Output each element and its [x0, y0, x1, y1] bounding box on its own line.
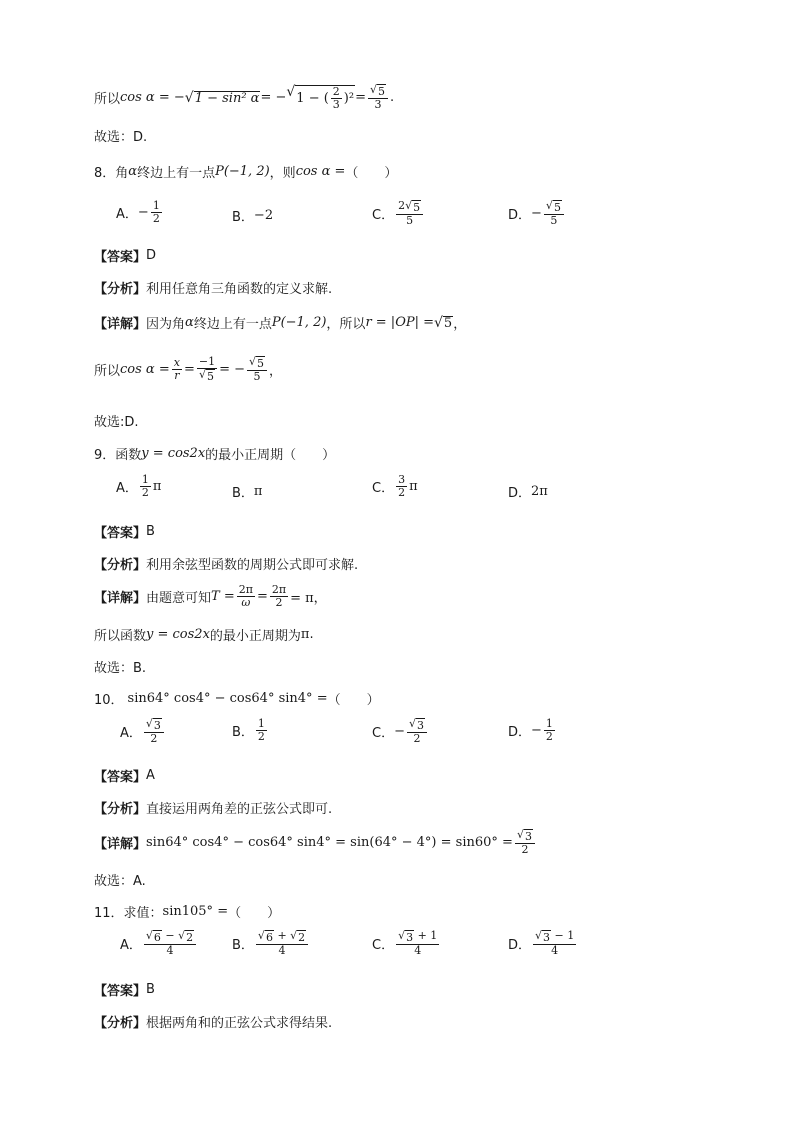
math: = −: [260, 90, 287, 105]
question-8-analysis: 【分析】 利用任意角三角函数的定义求解.: [94, 282, 333, 297]
option-a: A． √ 6 − √ 2 4: [120, 930, 198, 957]
option-c: C． √ 3 + 1 4: [372, 929, 438, 957]
option-b: B． $\frac{1}{2}$: [232, 717, 265, 743]
option-c: C． 2 √ 5 5: [372, 200, 425, 227]
question-9-detail-line2: 所以函数 y = cos2x 的最小正周期为 π .: [94, 627, 314, 644]
option-a: A． √ 3 2: [120, 718, 166, 745]
question-8-stem: 8．角 α 终边上有一点 P(−1, 2) ，则 cos α = （ ）: [94, 164, 398, 181]
sqrt-expression: √ 1 − ( $\frac{2}{3}$ )²: [286, 83, 355, 111]
text: .: [390, 90, 395, 105]
math: cos α = −: [120, 90, 185, 105]
option-b: B． √ 6 + √ 2 4: [232, 930, 310, 957]
option-d: D． − $\frac{1}{2}$: [508, 717, 553, 743]
option-a: A． − $\frac{1}{2}$: [116, 199, 160, 225]
option-d: D． − √ 5 5: [508, 200, 566, 227]
option-d: D． 2π: [508, 484, 548, 501]
math: =: [355, 90, 366, 105]
option-c: C． − √ 3 2: [372, 718, 429, 745]
sqrt-expression: √ 1 − sin² α: [184, 89, 260, 106]
question-10-choice: 故选：A.: [94, 874, 146, 889]
question-11-answer: 【答案】 B: [94, 982, 155, 999]
question-10-answer: 【答案】 A: [94, 768, 155, 785]
question-9-analysis: 【分析】 利用余弦型函数的周期公式即可求解.: [94, 558, 359, 573]
option-b: B． π: [232, 484, 263, 501]
text: 所以: [94, 92, 121, 107]
question-8-choice: 故选:D.: [94, 415, 139, 430]
solution-line-cos: [94, 84, 394, 111]
question-9-answer: 【答案】 B: [94, 524, 155, 541]
fraction: √ 5 3: [368, 84, 388, 111]
option-d: D． √ 3 − 1 4: [508, 929, 575, 957]
question-9-detail: 【详解】 由题意可知 T = $\frac{2\pi}{\omega}$ = $\frac{2\pi}{2}$ = π，: [94, 583, 327, 609]
question-10-analysis: 【分析】 直接运用两角差的正弦公式即可.: [94, 802, 333, 817]
option-a: A． $\frac{1}{2}$ π: [116, 473, 162, 499]
choice-line: 故选：D.: [94, 130, 148, 145]
question-9-choice: 故选：B.: [94, 661, 147, 676]
question-8-answer: 【答案】 D: [94, 248, 157, 265]
question-11-analysis: 【分析】 根据两角和的正弦公式求得结果.: [94, 1016, 333, 1031]
question-8-detail-line2: 所以 cos α = $\frac{x}{r}$ = −1 √ 5 = − √ 5 5 ，: [94, 355, 283, 383]
question-10-detail: 【详解】 sin64° cos4° − cos64° sin4° = sin(64° − 4°) = sin60° = √ 3 2: [94, 829, 537, 856]
question-11-stem: 11．求值： sin105° = （ ）: [94, 904, 281, 921]
question-10-stem: 10． sin64° cos4° − cos64° sin4° = （ ）: [94, 691, 380, 708]
question-8-detail: 【详解】 因为角 α 终边上有一点 P(−1, 2) ，所以 r = |OP| = √ 5 ，: [94, 314, 467, 332]
option-b: B． −2: [232, 208, 274, 225]
option-c: C． $\frac{3}{2}$ π: [372, 473, 418, 499]
question-9-stem: 9．函数 y = cos2x 的最小正周期（ ）: [94, 446, 336, 463]
